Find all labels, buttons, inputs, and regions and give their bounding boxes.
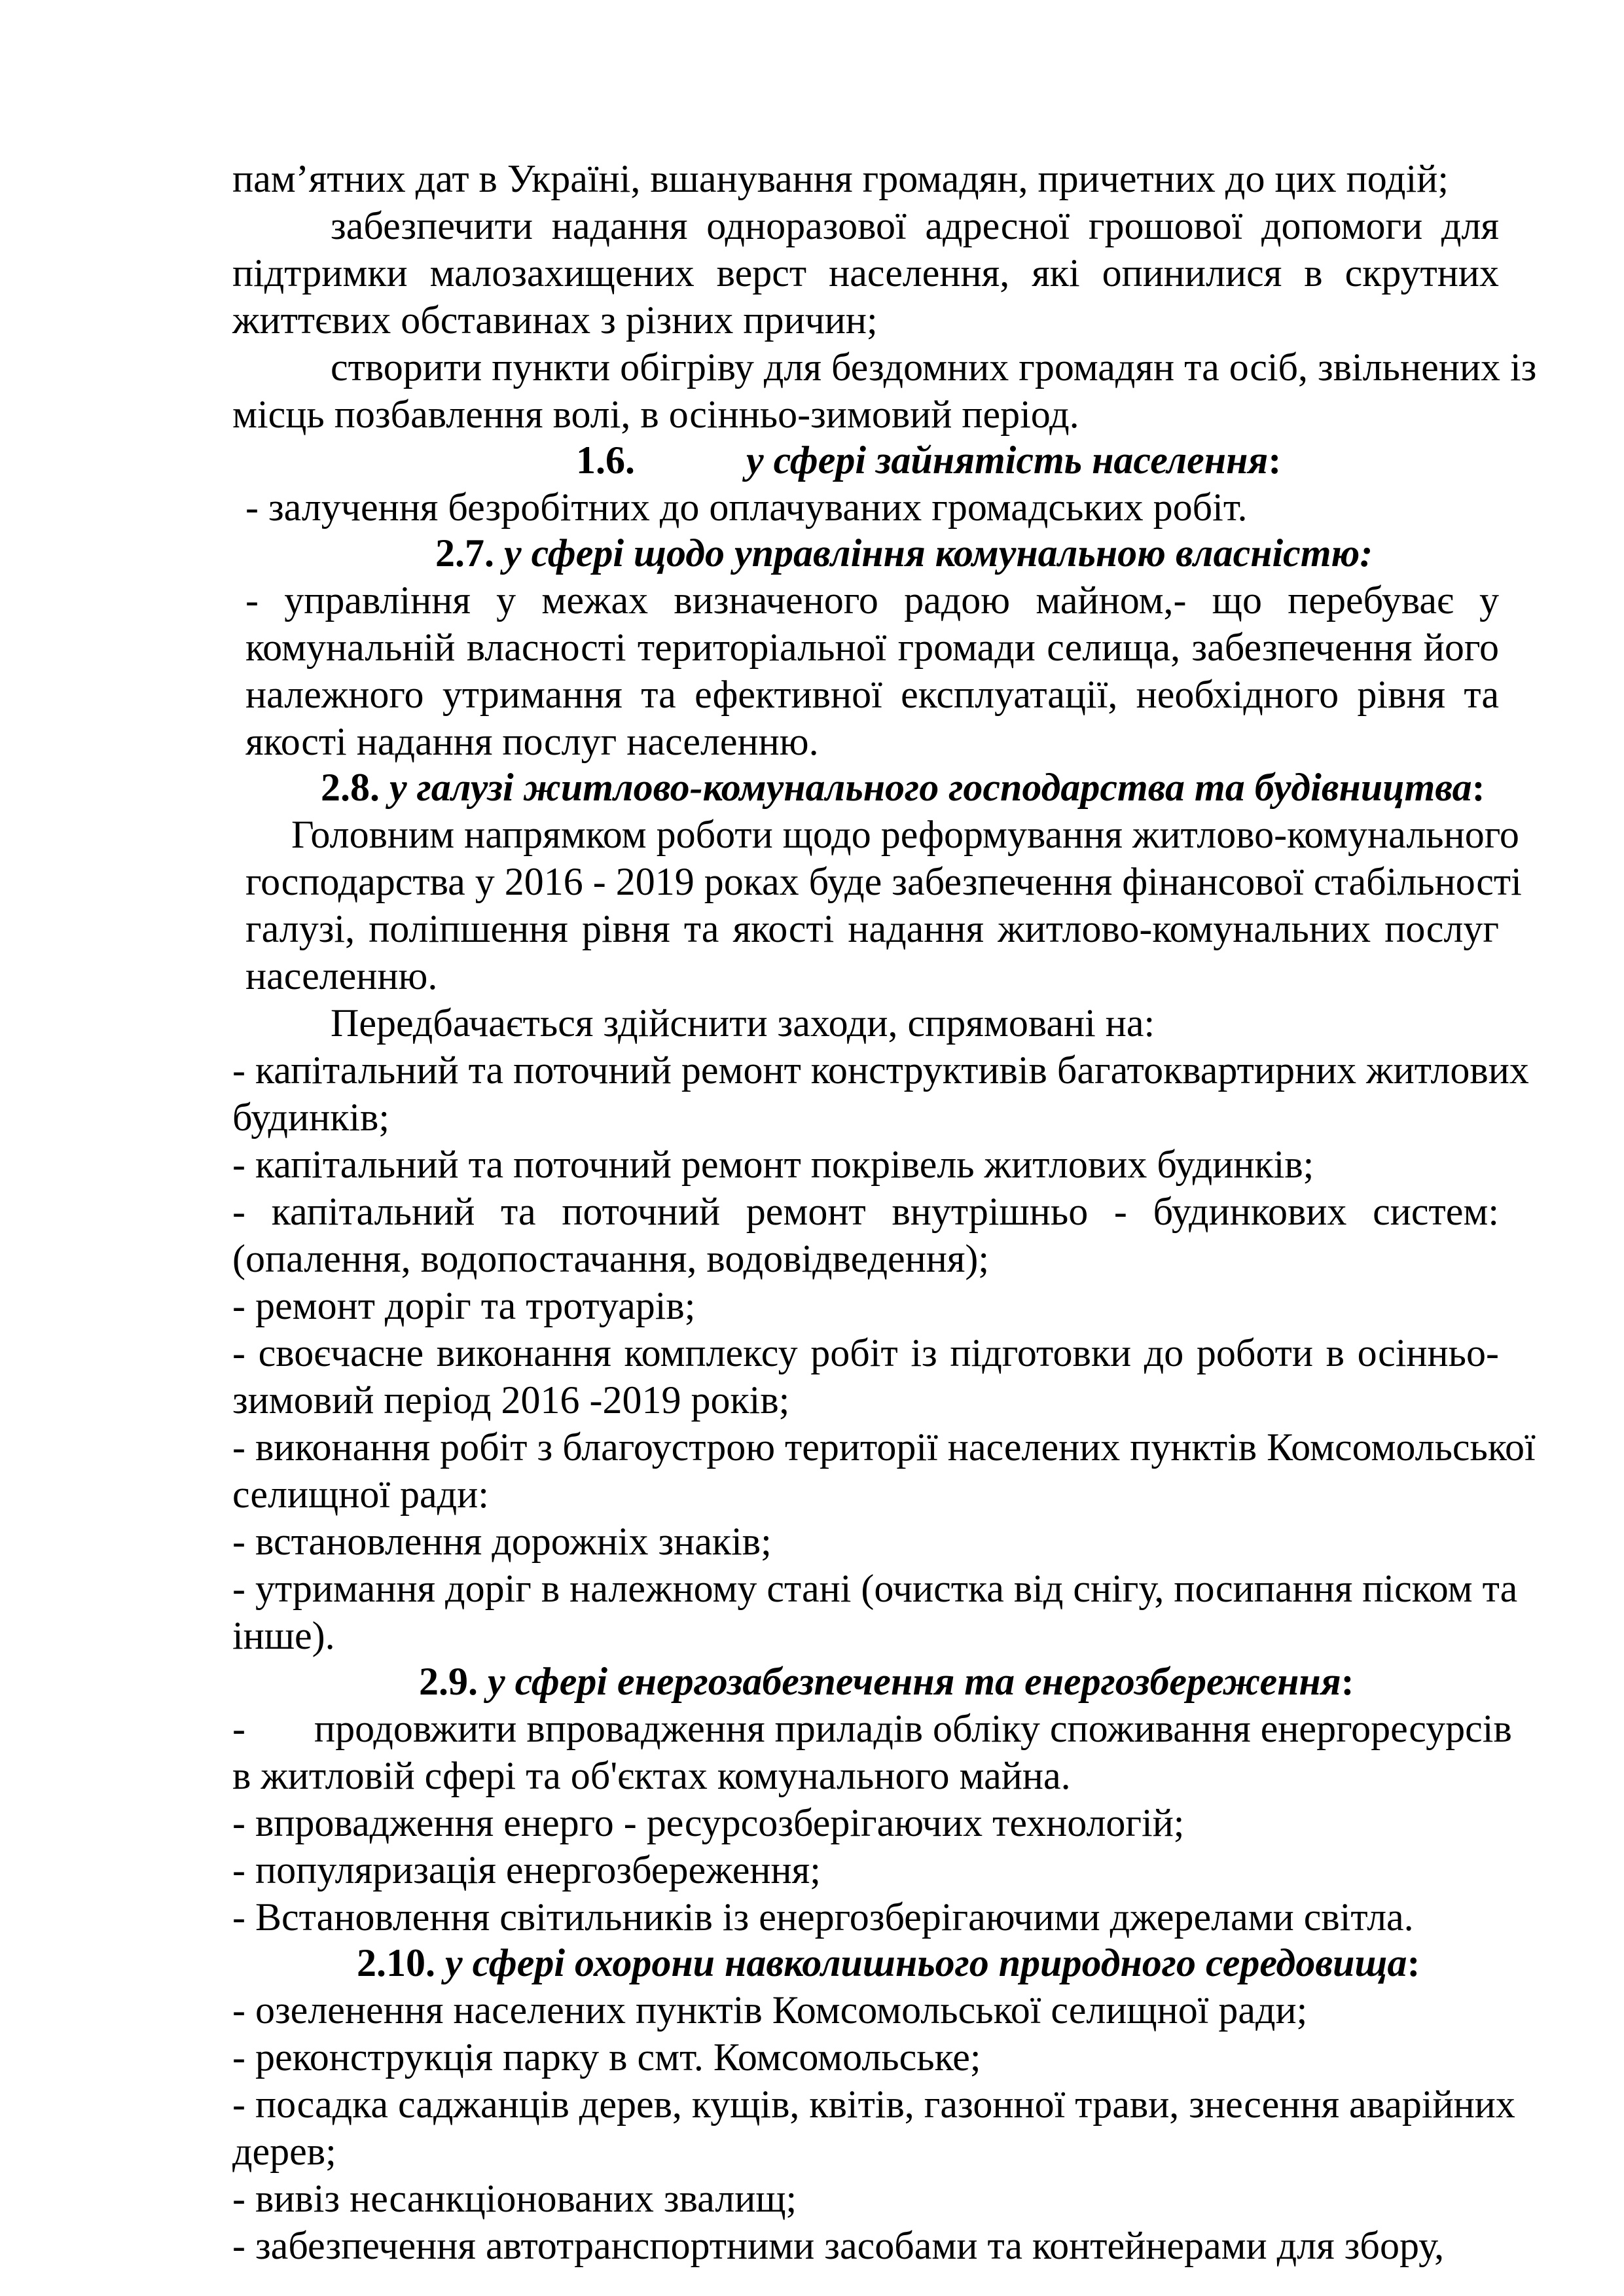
section-heading-2-10 — [357, 1939, 1623, 1986]
text-line: - залучення безробітних до оплачуваних громадських робіт. — [245, 486, 1248, 529]
section-heading-2-7 — [435, 529, 1624, 577]
heading-colon: : — [1268, 439, 1282, 482]
heading-text: у галузі житлово-комунального господарства та будівництва — [389, 766, 1472, 809]
text-line: життєвих обставинах з різних причин; — [232, 298, 878, 342]
heading-colon: : — [1341, 1660, 1354, 1703]
text-line: інше). — [232, 1614, 335, 1657]
text-line: - вивіз несанкціонованих звалищ; — [232, 2177, 797, 2220]
section-heading-1-6 — [576, 437, 1624, 484]
text-line: комунальній власності територіальної громади селища, забезпечення його — [245, 626, 1499, 669]
heading-number: 1.6. — [576, 439, 635, 482]
text-line: (опалення, водопостачання, водовідведення); — [232, 1237, 990, 1280]
text-line: - впровадження енерго - ресурсозберігаючих технологій; — [232, 1801, 1185, 1844]
text-line: пам’ятних дат в Україні, вшанування громадян, причетних до цих подій; — [232, 157, 1449, 200]
text-line: належного утримання та ефективної експлуатації, необхідного рівня та — [245, 673, 1499, 716]
text-line: - Встановлення світильників із енергозберігаючими джерелами світла. — [232, 1895, 1414, 1939]
text-line: - популяризація енергозбереження; — [232, 1848, 821, 1892]
text-line: - забезпечення автотранспортними засобами та контейнерами для збору, — [232, 2224, 1445, 2267]
heading-text: у сфері щодо управління комунальною власністю: — [504, 531, 1373, 575]
text-line: - озеленення населених пунктів Комсомольської селищної ради; — [232, 1988, 1308, 2032]
text-line: - капітальний та поточний ремонт внутрішньо - будинкових систем: — [232, 1190, 1499, 1233]
text-line: - капітальний та поточний ремонт покрівель житлових будинків; — [232, 1143, 1314, 1186]
heading-colon: : — [1471, 766, 1485, 809]
heading-number: 2.9. — [419, 1660, 478, 1703]
text-line: господарства у 2016 - 2019 роках буде забезпечення фінансової стабільності — [245, 860, 1522, 903]
text-line: - посадка саджанців дерев, кущів, квітів, газонної трави, знесення аварійних — [232, 2083, 1515, 2126]
text-line: - виконання робіт з благоустрою території населених пунктів Комсомольської — [232, 1426, 1536, 1469]
text-line: - продовжити впровадження приладів обліку споживання енергоресурсів — [232, 1707, 1512, 1750]
text-line: місць позбавлення волі, в осінньо-зимовий період. — [232, 393, 1079, 436]
section-heading-2-9 — [419, 1658, 1624, 1705]
text-line: створити пункти обігріву для бездомних громадян та осіб, звільнених із — [331, 346, 1537, 389]
text-line: галузі, поліпшення рівня та якості надання житлово-комунальних послуг — [245, 907, 1499, 950]
text-line: населенню. — [245, 954, 438, 997]
text-line: - своєчасне виконання комплексу робіт із підготовки до роботи в осінньо- — [232, 1331, 1499, 1374]
text-line: - реконструкція парку в смт. Комсомольське; — [232, 2036, 981, 2079]
text-line: забезпечити надання одноразової адресної грошової допомоги для — [331, 204, 1499, 247]
text-line: підтримки малозахищених верст населення, які опинилися в скрутних — [232, 251, 1499, 295]
text-line: - управління у межах визначеного радою майном,- що перебуває у — [245, 579, 1499, 622]
text-line: - ремонт доріг та тротуарів; — [232, 1284, 696, 1327]
text-line: селищної ради: — [232, 1473, 489, 1516]
text-line: якості надання послуг населенню. — [245, 720, 819, 763]
text-line: в житловій сфері та об'єктах комунального майна. — [232, 1754, 1071, 1797]
heading-number: 2.7. — [435, 531, 494, 575]
text-line: зимовий період 2016 -2019 років; — [232, 1378, 790, 1422]
text-line: - капітальний та поточний ремонт конструктивів багатоквартирних житлових — [232, 1049, 1529, 1092]
section-heading-2-8 — [321, 764, 1587, 811]
heading-number: 2.8. — [321, 766, 380, 809]
text-line: Головним напрямком роботи щодо реформування житлово-комунального — [291, 813, 1519, 856]
text-line: - утримання доріг в належному стані (очистка від снігу, посипання піском та — [232, 1567, 1518, 1610]
heading-colon: : — [1407, 1941, 1420, 1984]
text-line: Передбачається здійснити заходи, спрямовані на: — [331, 1001, 1155, 1045]
text-line: дерев; — [232, 2130, 336, 2173]
heading-number: 2.10. — [357, 1941, 435, 1984]
heading-text: у сфері енергозабезпечення та енергозбереження — [488, 1660, 1341, 1703]
heading-text: у сфері зайнятість населення — [746, 439, 1269, 482]
heading-text: у сфері охорони навколишнього природного середовища — [445, 1941, 1407, 1984]
text-line: - встановлення дорожніх знаків; — [232, 1520, 772, 1563]
text-line: будинків; — [232, 1096, 390, 1139]
